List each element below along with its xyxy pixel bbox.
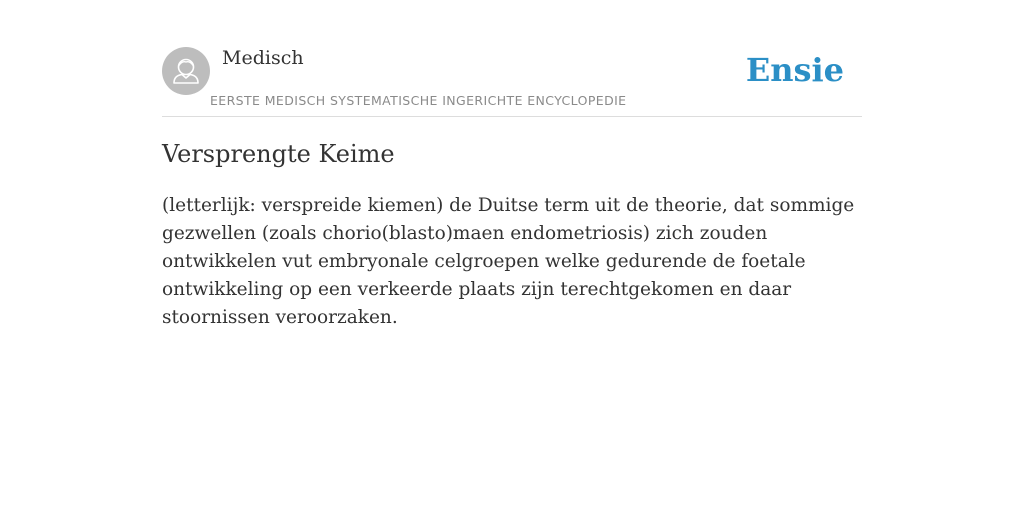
avatar[interactable] (162, 47, 210, 95)
header (162, 46, 862, 117)
entry-title: Versprengte Keime (162, 140, 395, 168)
author-name[interactable]: Medisch (222, 47, 304, 69)
user-outline-icon (162, 47, 210, 95)
entry-body: (letterlijk: verspreide kiemen) de Duitse term uit de theorie, dat sommige gezwellen (zoals chorio(blasto)maen endometriosis) zich zouden ontwikkelen vut embryonale celgroepen welke gedurende de foetale ontwikkeling op een verkeerde plaats zijn terechtgekomen en daar stoornissen veroorzaken. (162, 195, 855, 328)
ensie-logo[interactable]: Ensie (745, 51, 844, 89)
encyclopedia-subtitle: EERSTE MEDISCH SYSTEMATISCHE INGERICHTE ENCYCLOPEDIE (210, 93, 627, 108)
